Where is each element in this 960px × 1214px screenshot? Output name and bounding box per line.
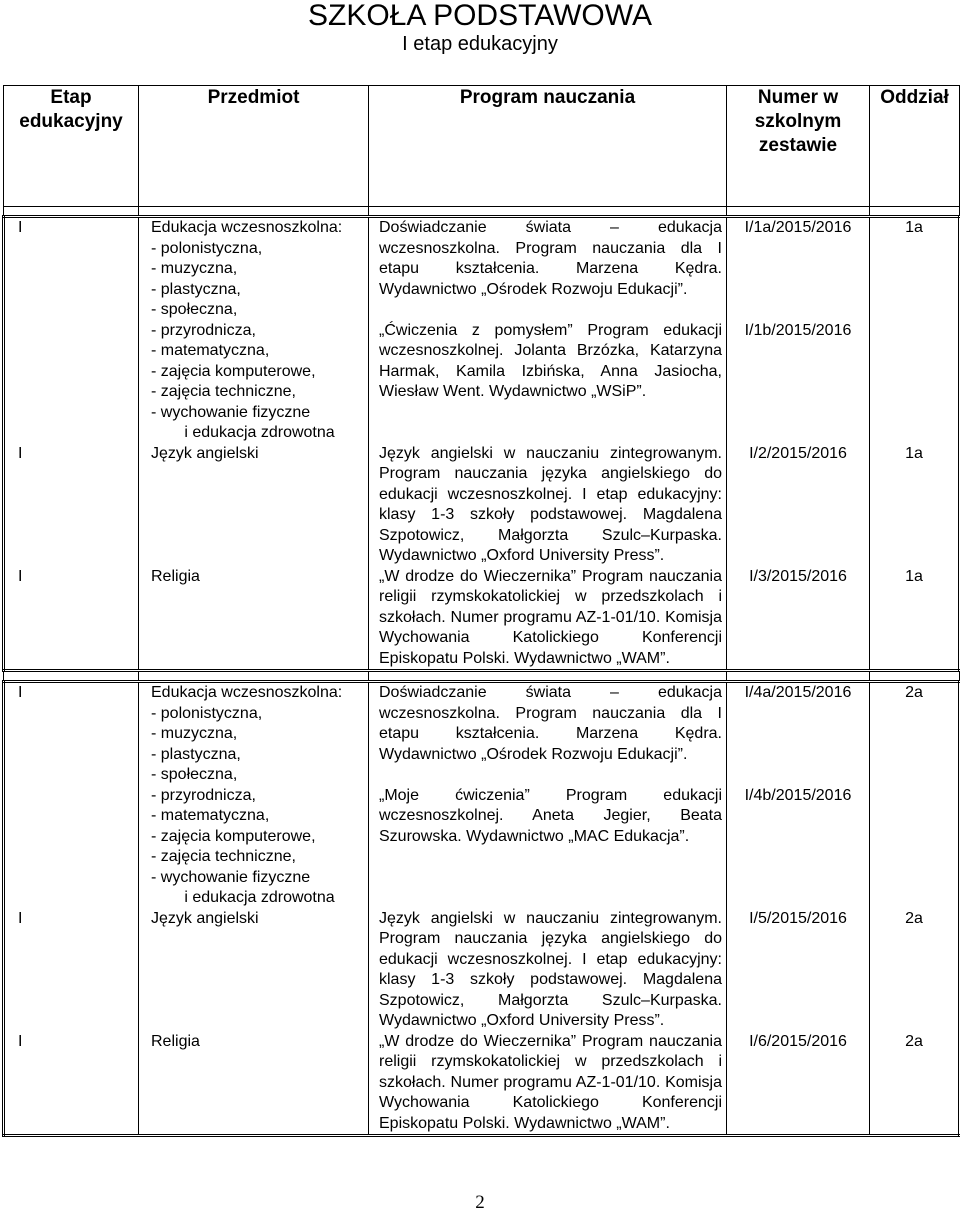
subject-line: - przyrodnicza, — [151, 321, 256, 339]
cell-subject — [139, 909, 369, 1032]
subject-line: - społeczna, — [151, 766, 238, 783]
table-row — [4, 444, 960, 567]
cell-etap: I — [4, 909, 139, 1032]
subject-line: - plastyczna, — [151, 280, 241, 298]
program-number: I/1a/2015/2016 — [744, 219, 852, 236]
program-entry: „Moje ćwiczenia” Program edukacji wczesnoszkolnej. Aneta Jegier, Beata Szurowska. Wydawnictwo „MAC Edukacja”. — [379, 786, 722, 845]
program-number: I/5/2015/2016 — [749, 909, 847, 927]
program-entry: „W drodze do Wieczernika” Program nauczania religii rzymskokatolickiej w przedszkolach i szkołach. Numer programu AZ-1-01/10. Komisja Wychowania Katolickiego Konferencji Episkopatu Polski. Wydawnictwo „WAM”. — [379, 1032, 722, 1132]
number-gap — [727, 765, 869, 786]
subject-line: - zajęcia techniczne, — [151, 848, 296, 865]
subject-line: - zajęcia komputerowe, — [151, 827, 316, 845]
cell-oddzial: 2a — [870, 682, 960, 909]
subject-line: Religia — [151, 1032, 200, 1050]
number-gap — [727, 745, 869, 766]
cell-etap: I — [4, 567, 139, 671]
program-entry: „Ćwiczenia z pomysłem” Program edukacji wczesnoszkolnej. Jolanta Brzózka, Katarzyna Harmak, Kamila Izbińska, Anna Jasiocha, Wiesław Went. Wydawnictwo „WSiP”. — [379, 321, 722, 400]
subject-line: - matematyczna, — [151, 807, 270, 824]
subject-line: - matematyczna, — [151, 342, 270, 359]
program-gap — [379, 300, 722, 321]
number-gap — [727, 300, 869, 321]
page-title: SZKOŁA PODSTAWOWA — [308, 0, 652, 32]
class-group — [4, 217, 960, 671]
subject-line: i edukacja zdrowotna — [184, 424, 335, 441]
subject-line: - polonistyczna, — [151, 239, 263, 257]
cell-program — [369, 567, 727, 671]
program-entry: Język angielski w nauczaniu zintegrowanym. Program nauczania języka angielskiego do edukacji wczesnoszkolnej. I etap edukacyjny: klasy 1-3 szkoły podstawowej. Magdalena Szpotowicz, Małgorzta Szulc–Kurpaska. Wydawnictwo „Oxford University Press”. — [379, 909, 722, 1029]
cell-subject — [139, 1032, 369, 1136]
class-group — [4, 682, 960, 1136]
cell-etap: I — [4, 682, 139, 909]
cell-oddzial: 2a — [870, 1032, 960, 1136]
subject-line: - polonistyczna, — [151, 704, 263, 722]
cell-program — [369, 682, 727, 909]
subject-line: Język angielski — [151, 909, 259, 927]
subject-line: - społeczna, — [151, 301, 238, 318]
table-header-row — [4, 86, 960, 207]
cell-etap: I — [4, 1032, 139, 1136]
subject-line: - muzyczna, — [151, 260, 238, 277]
cell-subject — [139, 682, 369, 909]
subject-line: - muzyczna, — [151, 725, 238, 742]
number-gap — [727, 724, 869, 745]
subject-line: - plastyczna, — [151, 745, 241, 763]
program-number: I/4b/2015/2016 — [744, 786, 852, 804]
cell-etap: I — [4, 444, 139, 567]
subject-line: - zajęcia komputerowe, — [151, 362, 316, 380]
cell-program — [369, 444, 727, 567]
cell-etap: I — [4, 217, 139, 444]
group-spacer — [4, 671, 960, 682]
number-gap — [727, 704, 869, 725]
program-number: I/4a/2015/2016 — [744, 684, 852, 701]
table-row — [4, 1032, 960, 1136]
cell-oddzial: 2a — [870, 909, 960, 1032]
cell-program — [369, 909, 727, 1032]
program-number: I/1b/2015/2016 — [744, 321, 852, 339]
subject-line: i edukacja zdrowotna — [184, 889, 335, 906]
cell-number — [727, 1032, 870, 1136]
subject-line: Edukacja wczesnoszkolna: — [151, 219, 343, 236]
program-entry: Doświadczanie świata – edukacja wczesnoszkolna. Program nauczania dla I etapu kształcenia. Marzena Kędra. Wydawnictwo „Ośrodek Rozwoju Edukacji”. — [379, 684, 722, 763]
header-program: Program nauczania — [369, 86, 727, 207]
number-gap — [727, 280, 869, 301]
header-numer: Numer w szkolnym zestawie — [727, 86, 870, 207]
cell-oddzial: 1a — [870, 444, 960, 567]
cell-subject — [139, 444, 369, 567]
cell-program — [369, 1032, 727, 1136]
subject-line: - wychowanie fizyczne — [151, 403, 311, 421]
cell-number — [727, 682, 870, 909]
header-przedmiot: Przedmiot — [139, 86, 369, 207]
cell-subject — [139, 217, 369, 444]
program-gap — [379, 765, 722, 786]
program-entry: Doświadczanie świata – edukacja wczesnoszkolna. Program nauczania dla I etapu kształcenia. Marzena Kędra. Wydawnictwo „Ośrodek Rozwoju Edukacji”. — [379, 219, 722, 298]
cell-number — [727, 217, 870, 444]
number-gap — [727, 259, 869, 280]
header-spacer — [4, 207, 960, 217]
cell-number — [727, 567, 870, 671]
table-row — [4, 217, 960, 444]
subject-line: - zajęcia techniczne, — [151, 383, 296, 400]
header-etap: Etap edukacyjny — [4, 86, 139, 207]
curriculum-table — [2, 85, 960, 1137]
subject-line: - przyrodnicza, — [151, 786, 256, 804]
program-entry: „W drodze do Wieczernika” Program nauczania religii rzymskokatolickiej w przedszkolach i szkołach. Numer programu AZ-1-01/10. Komisja Wychowania Katolickiego Konferencji Episkopatu Polski. Wydawnictwo „WAM”. — [379, 567, 722, 667]
spacer-row — [4, 671, 960, 682]
cell-number — [727, 444, 870, 567]
page-number: 2 — [475, 1192, 485, 1213]
subject-line: - wychowanie fizyczne — [151, 868, 311, 886]
cell-program — [369, 217, 727, 444]
subject-line: Język angielski — [151, 444, 259, 462]
table-row — [4, 682, 960, 909]
program-number: I/6/2015/2016 — [749, 1032, 847, 1050]
program-entry: Język angielski w nauczaniu zintegrowanym. Program nauczania języka angielskiego do edukacji wczesnoszkolnej. I etap edukacyjny: klasy 1-3 szkoły podstawowej. Magdalena Szpotowicz, Małgorzta Szulc–Kurpaska. Wydawnictwo „Oxford University Press”. — [379, 444, 722, 564]
program-number: I/3/2015/2016 — [749, 567, 847, 585]
header-oddzial: Oddział — [870, 86, 960, 207]
cell-number — [727, 909, 870, 1032]
cell-oddzial: 1a — [870, 217, 960, 444]
cell-oddzial: 1a — [870, 567, 960, 671]
program-number: I/2/2015/2016 — [749, 444, 847, 462]
table-row — [4, 567, 960, 671]
subject-line: Edukacja wczesnoszkolna: — [151, 684, 343, 701]
table-row — [4, 909, 960, 1032]
page-subtitle: I etap edukacyjny — [402, 33, 558, 55]
cell-subject — [139, 567, 369, 671]
number-gap — [727, 239, 869, 260]
subject-line: Religia — [151, 567, 200, 585]
